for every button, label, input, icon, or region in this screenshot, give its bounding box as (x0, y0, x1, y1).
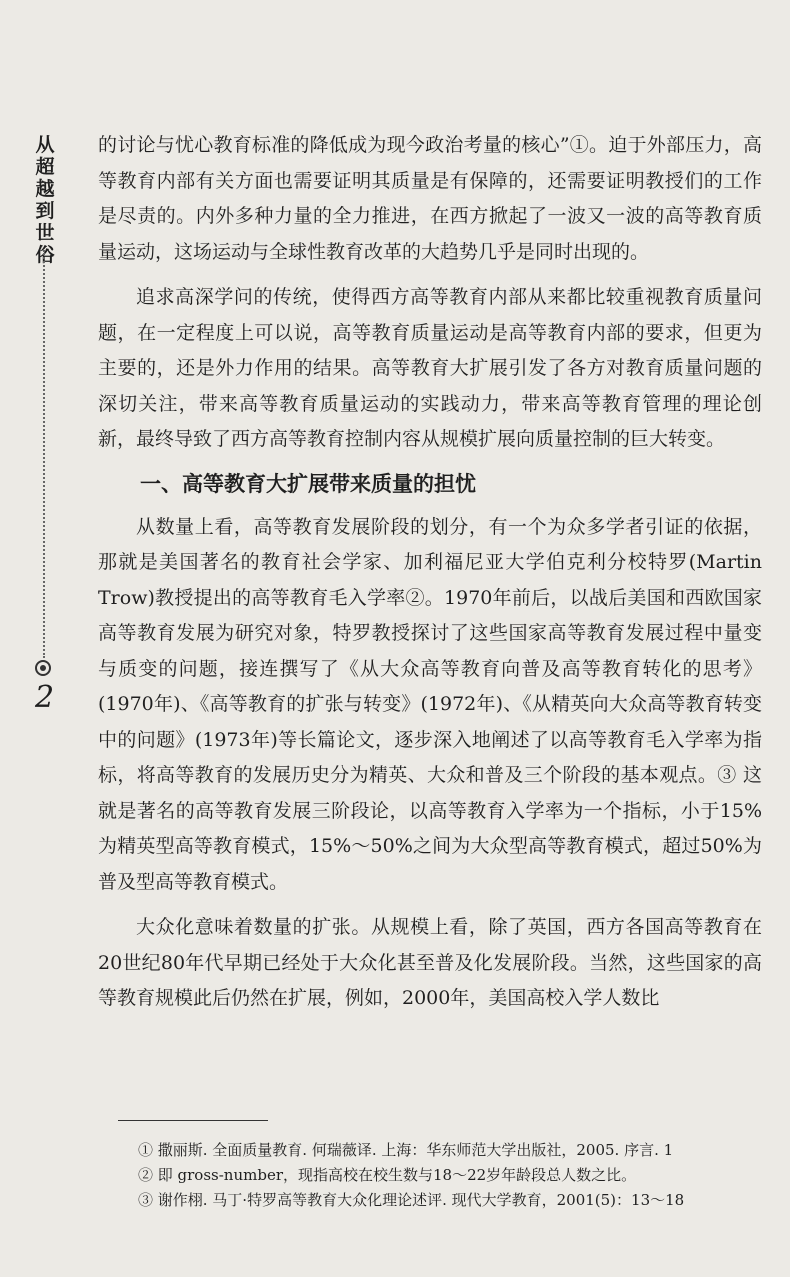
main-text (98, 128, 762, 1027)
running-header-title: 从超越到世俗 (35, 134, 55, 266)
page-marker-icon (35, 660, 51, 676)
footnote-1: ① 撒丽斯. 全面质量教育. 何瑞薇译. 上海：华东师范大学出版社，2005. 序言. 1 (138, 1141, 674, 1159)
paragraph-1: 的讨论与忧心教育标准的降低成为现今政治考量的核心”①。迫于外部压力，高等教育内部有关方面也需要证明其质量是有保障的，还需要证明教授们的工作是尽责的。内外多种力量的全力推进，在西方掀起了一波又一波的高等教育质量运动，这场运动与全球性教育改革的大趋势几乎是同时出现的。 (98, 134, 762, 263)
dotted-divider (43, 250, 45, 658)
footnote-divider (118, 1120, 268, 1121)
paragraph-4: 大众化意味着数量的扩张。从规模上看，除了英国，西方各国高等教育在20世纪80年代早期已经处于大众化甚至普及化发展阶段。当然，这些国家的高等教育规模此后仍然在扩展，例如，2000年，美国高校入学人数比 (98, 916, 762, 1009)
page-number: 2 (35, 680, 55, 715)
footnote-3: ③ 谢作栩. 马丁·特罗高等教育大众化理论述评. 现代大学教育，2001(5)：13～18 (138, 1191, 685, 1209)
footnotes (138, 1138, 758, 1213)
footnote-2: ② 即 gross-number，现指高校在校生数与18～22岁年龄段总人数之比。 (138, 1166, 637, 1184)
section-heading: 一、高等教育大扩展带来质量的担忧 (140, 471, 476, 496)
paragraph-2: 追求高深学问的传统，使得西方高等教育内部从来都比较重视教育质量问题，在一定程度上可以说，高等教育质量运动是高等教育内部的要求，但更为主要的，还是外力作用的结果。高等教育大扩展引发了各方对教育质量问题的深切关注，带来高等教育质量运动的实践动力，带来高等教育管理的理论创新，最终导致了西方高等教育控制内容从规模扩展向质量控制的巨大转变。 (98, 286, 762, 450)
paragraph-3: 从数量上看，高等教育发展阶段的划分，有一个为众多学者引证的依据，那就是美国著名的教育社会学家、加利福尼亚大学伯克利分校特罗(Martin Trow)教授提出的高等教育毛入学率②。1970年前后，以战后美国和西欧国家高等教育发展为研究对象，特罗教授探讨了这些国家高等教育发展过程中量变与质变的问题，接连撰写了《从大众高等教育向普及高等教育转化的思考》(1970年)、《高等教育的扩张与转变》(1972年)、《从精英向大众高等教育转变中的问题》(1973年)等长篇论文，逐步深入地阐述了以高等教育毛入学率为指标，将高等教育的发展历史分为精英、大众和普及三个阶段的基本观点。③ 这就是著名的高等教育发展三阶段论，以高等教育入学率为一个指标，小于15%为精英型高等教育模式，15%～50%之间为大众型高等教育模式，超过50%为普及型高等教育模式。 (98, 515, 762, 893)
